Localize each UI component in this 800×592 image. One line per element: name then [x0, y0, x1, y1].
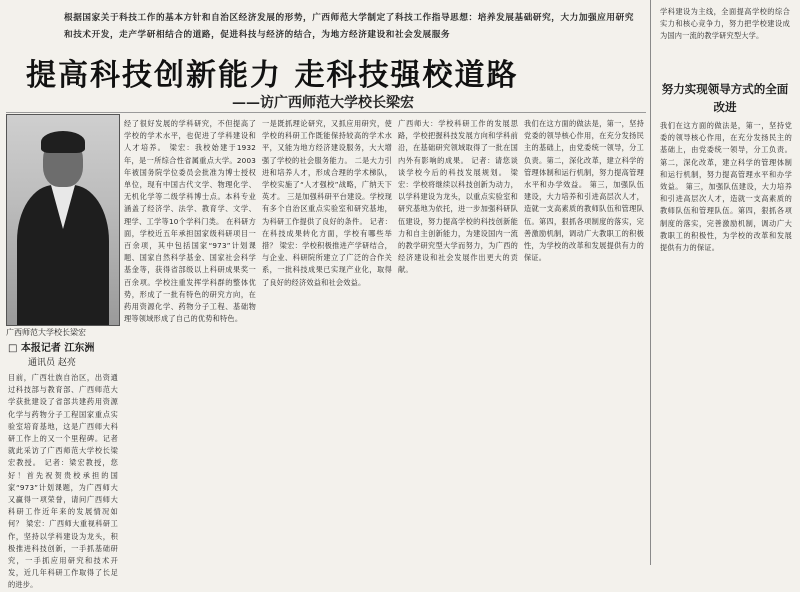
- column-divider: [650, 0, 651, 565]
- article-subheadline: ——访广西师范大学校长梁宏: [232, 95, 414, 111]
- article-column-2: 经了很好发展的学科研究，不但提高了学校的学术水平，也促进了学科建设和人才培养。 梁宏：我校始建于1932年，是一所综合性省属重点大学。2003年被国务院学位委员会批准为博士授权单位，现有中国古代文学、物理化学、无机化学等二级学科博士点。本科专业涵盖了经济学、法学、教育学、文学、理学、工学等10个学科门类。 在科研方面，学校近五年承担国家级科研项目一百余项，其中包括国家“973”计划课题、国家自然科学基金、国家社会科学基金等，获得省部级以上科研成果奖一百余项。学校注重发挥学科群的整体优势，形成了一批有特色的研究方向，在药用资源化学、药物分子工程、基础物理等领域形成了自己的优势和特色。: [124, 119, 256, 324]
- article-lead: 根据国家关于科技工作的基本方针和自治区经济发展的形势，广西师范大学制定了科技工作指导思想：培养发展基础研究，大力加强应用研究和技术开发，走产学研相结合的道路，促进科技与经济的结合，为地方经济建设和社会发展服务: [64, 13, 635, 40]
- byline: [8, 342, 118, 370]
- article-headline: 提高科技创新能力 走科技强校道路: [26, 58, 519, 93]
- article-column-1: 目前，广西壮族自治区，出资通过科技部与教育部、广西师范大学获批建设了省部共建药用资源化学与药物分子工程国家重点实验室培育基地，这是广西师大科研工作上的又一个里程碑。记者就此采访了广西师范大学校长梁宏教授。 记者：梁宏教授，您好！首先祝贺贵校承担的国家“973”计划课题，为广西师大又赢得一项荣誉，请问广西师大科研工作近年来的发展情况如何？ 梁宏：广西师大重视科研工作，坚持以学科建设为龙头，积极推进科技创新，一手抓基础研究，一手抓应用研究和技术开发，近几年科研工作取得了长足的进步。: [8, 373, 118, 590]
- article-column-3: 一是既抓理论研究，又抓应用研究，使学校的科研工作既能保持较高的学术水平，又能为地方经济建设服务，大大增强了学校的社会服务能力。 二是大力引进和培养人才，形成合理的学术梯队，学校实施了“人才强校”战略，广纳天下英才。 三是加强科研平台建设。学校现有多个自治区重点实验室和研究基地，为科研工作提供了良好的条件。 记者：在科技成果转化方面，学校有哪些举措？ 梁宏：学校积极推进产学研结合，与企业、科研院所建立了广泛的合作关系，一批科技成果已实现产业化，取得了良好的经济效益和社会效益。: [262, 119, 392, 287]
- sidebar-body: 我们在这方面的做法是，第一，坚持党委的领导核心作用，在充分发扬民主的基础上，由党委统一领导，分工负责。第二，深化改革，建立科学的管理体制和运行机制，努力提高管理水平和办学效益。 第三，加强队伍建设，大力培养和引进高层次人才，造就一支高素质的教师队伍和管理队伍。第四，狠抓各项制度的落实，完善激励机制，调动广大教职工的积极性，为学校的改革和发展提供有力的保证。: [660, 121, 792, 253]
- sidebar-heading: 努力实现领导方式的全面改进: [661, 82, 789, 114]
- article-column-5: 我们在这方面的做法是，第一，坚持党委的领导核心作用，在充分发扬民主的基础上，由党委统一领导，分工负责。第二，深化改革，建立科学的管理体制和运行机制，努力提高管理水平和办学效益。 第三，加强队伍建设，大力培养和引进高层次人才，造就一支高素质的教师队伍和管理队伍。第四，狠抓各项制度的落实，完善激励机制，调动广大教职工的积极性，为学校的改革和发展提供有力的保证。: [524, 119, 644, 263]
- photo-caption: 广西师范大学校长梁宏: [6, 328, 86, 337]
- headline-divider: [6, 112, 646, 113]
- article-column-4: 广西师大：学校科研工作的发展思路，学校把握科技发展方向和学科前沿，在基础研究领域取得了一批在国内外有影响的成果。 记者：请您谈谈学校今后的科技发展规划。 梁宏：学校将继续以科技创新为动力，以学科建设为龙头，以重点实验室和研究基地为依托，进一步加强科研队伍建设，努力提高学校的科技创新能力和自主创新能力，为建设国内一流的教学研究型大学而努力，为广西的经济建设和社会发展作出更大的贡献。: [398, 119, 518, 275]
- byline-reporter: □ 本报记者 江东洲: [8, 343, 95, 354]
- sidebar-top-text: 学科建设为主线，全面提高学校的综合实力和核心竞争力，努力把学校建设成为国内一流的教学研究型大学。: [660, 7, 790, 41]
- portrait-hair: [41, 131, 85, 153]
- byline-correspondent: 通讯员 赵亮: [28, 358, 76, 368]
- portrait-photo: [6, 114, 120, 326]
